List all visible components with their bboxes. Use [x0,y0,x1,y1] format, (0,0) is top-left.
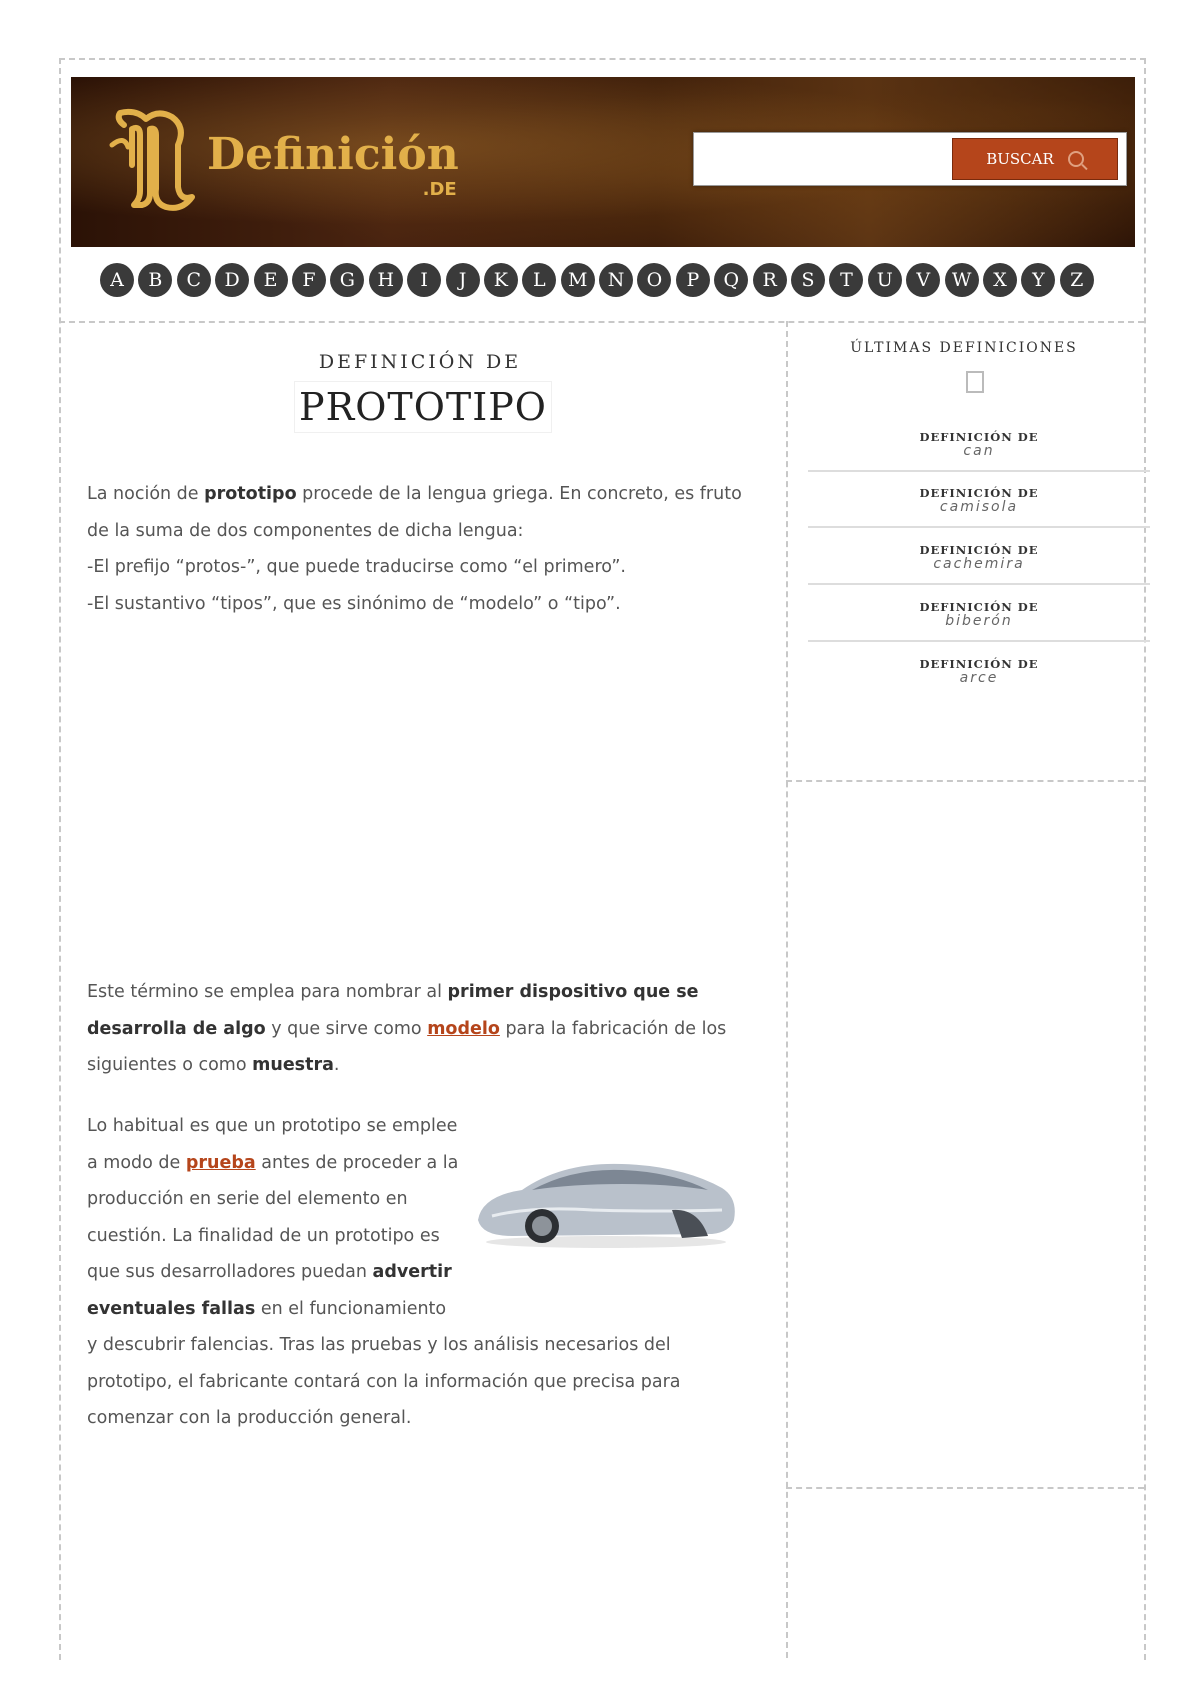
search-form [693,132,1127,186]
letter-a[interactable]: A [100,263,134,297]
letter-x[interactable]: X [983,263,1017,297]
search-icon [1068,151,1084,167]
site-logo[interactable] [106,105,459,215]
letter-y[interactable]: Y [1021,263,1055,297]
letter-t[interactable]: T [829,263,863,297]
document-icon [966,371,984,393]
sidebar-item-term: biberón [945,613,1013,629]
sidebar-separator [808,470,1150,472]
definition-label: DEFINICIÓN DE [318,351,522,373]
logo-suffix: .DE [422,178,457,200]
divider [59,321,1144,323]
letter-h[interactable]: H [369,263,403,297]
search-button-label: BUSCAR [986,150,1054,168]
sidebar-divider [786,1487,1144,1489]
letter-o[interactable]: O [637,263,671,297]
alphabet-nav [100,263,1098,297]
letter-s[interactable]: S [791,263,825,297]
letter-d[interactable]: D [215,263,249,297]
sidebar-item[interactable] [808,657,1150,686]
sidebar-item-label: DEFINICIÓN DE [919,543,1039,557]
sidebar-item-label: DEFINICIÓN DE [919,600,1039,614]
sidebar-item[interactable] [808,543,1150,572]
sidebar-separator [808,583,1150,585]
sidebar-separator [808,640,1150,642]
letter-f[interactable]: F [292,263,326,297]
letter-c[interactable]: C [177,263,211,297]
sidebar-title: ÚLTIMAS DEFINICIONES [850,340,1078,356]
sidebar-item-label: DEFINICIÓN DE [919,486,1039,500]
letter-u[interactable]: U [868,263,902,297]
car-image [472,1150,740,1250]
sidebar-divider [786,780,1144,782]
letter-k[interactable]: K [484,263,518,297]
modelo-link[interactable]: modelo [427,1018,500,1039]
letter-w[interactable]: W [945,263,979,297]
logo-icon [106,105,201,215]
letter-j[interactable]: J [446,263,480,297]
letter-z[interactable]: Z [1060,263,1094,297]
sidebar-separator [808,526,1150,528]
search-button[interactable] [952,138,1118,180]
sidebar-item-term: cachemira [933,556,1025,572]
letter-i[interactable]: I [407,263,441,297]
intro-paragraph: La noción de prototipo procede de la lengua griega. En concreto, es fruto de la suma de dos componentes de dicha lengua: -El prefijo “protos-”, que puede traducirse como “el primero”. -El sustantivo “tipos”, que es sinónimo de “modelo” o “tipo”. [87,484,742,614]
sidebar-item[interactable] [808,430,1150,459]
sidebar-item[interactable] [808,600,1150,629]
letter-e[interactable]: E [254,263,288,297]
sidebar-item-label: DEFINICIÓN DE [919,657,1039,671]
page-title: PROTOTIPO [294,381,552,433]
letter-q[interactable]: Q [714,263,748,297]
sidebar-item-label: DEFINICIÓN DE [919,430,1039,444]
letter-n[interactable]: N [599,263,633,297]
letter-v[interactable]: V [906,263,940,297]
letter-g[interactable]: G [330,263,364,297]
search-input[interactable] [698,137,952,181]
column-divider [786,321,788,1658]
letter-p[interactable]: P [676,263,710,297]
letter-b[interactable]: B [138,263,172,297]
logo-word: Definición [207,128,459,180]
letter-m[interactable]: M [561,263,595,297]
header-banner [71,77,1135,247]
paragraph-3: Lo habitual es que un prototipo se emplee a modo de prueba antes de proceder a la producción en serie del elemento en cuestión. La finalidad de un prototipo es que sus desarrolladores puedan advertir eventuales fallas en el funcionamiento y descubrir falencias. Tras las pruebas y los análisis necesarios del prototipo, el fabricante contará con la información que precisa para comenzar con la producción general. [87,1116,681,1428]
sidebar-item[interactable] [808,486,1150,515]
letter-l[interactable]: L [522,263,556,297]
prueba-link[interactable]: prueba [185,1152,256,1173]
sidebar-item-term: camisola [939,499,1019,515]
paragraph-2: Este término se emplea para nombrar al primer dispositivo que se desarrolla de algo y que sirve como modelo para la fabricación de los siguientes o como muestra. [87,982,727,1075]
letter-r[interactable]: R [753,263,787,297]
sidebar-item-term: arce [959,670,999,686]
sidebar-item-term: can [963,443,995,459]
